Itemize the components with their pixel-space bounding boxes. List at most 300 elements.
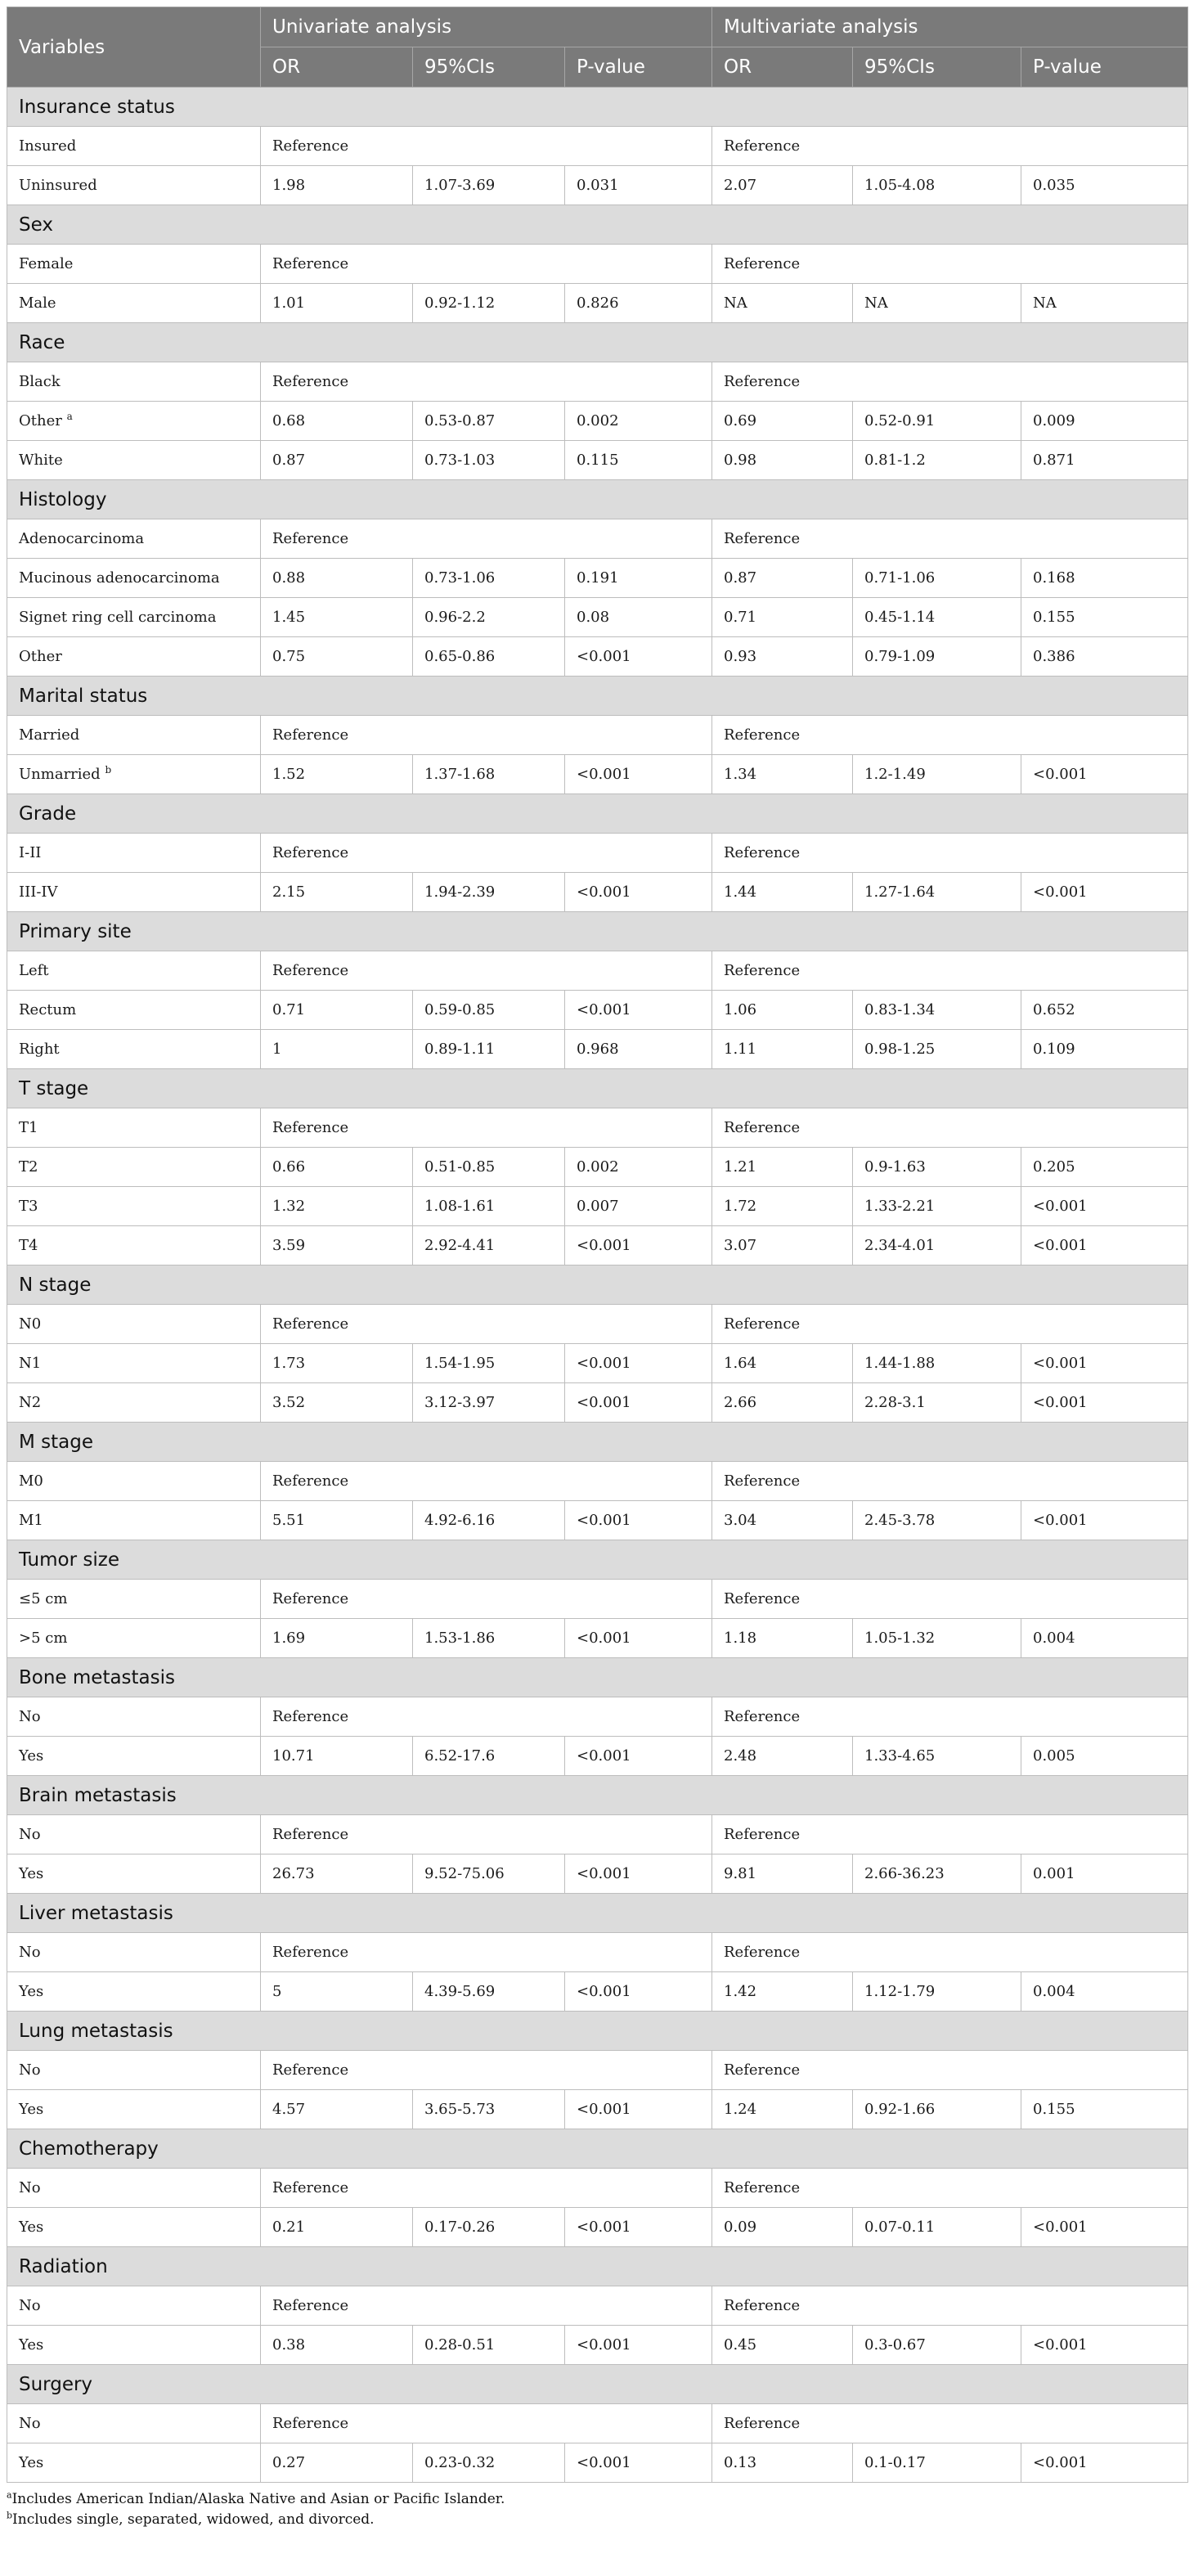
multivariate-p-cell: <0.001: [1021, 755, 1188, 794]
row-label: Female: [19, 255, 74, 272]
table-body: [7, 88, 1188, 2483]
row-label: Black: [19, 373, 61, 390]
multivariate-reference-cell: Reference: [712, 2286, 1188, 2326]
univariate-reference-cell: Reference: [261, 127, 712, 166]
univariate-p-cell: <0.001: [565, 2326, 712, 2365]
multivariate-or-cell: 1.06: [712, 991, 853, 1030]
row-label-cell: [7, 441, 261, 480]
regression-table-container: [7, 7, 1187, 2530]
multivariate-or-cell: 1.18: [712, 1619, 853, 1658]
row-label-cell: [7, 2051, 261, 2090]
row-label: M1: [19, 1512, 43, 1529]
univariate-or-cell: 3.59: [261, 1226, 413, 1266]
univariate-or-cell: 5: [261, 1972, 413, 2012]
section-header-row: [7, 2129, 1188, 2169]
table-row: [7, 1815, 1188, 1854]
row-label-cell: [7, 519, 261, 559]
multivariate-or-cell: 0.45: [712, 2326, 853, 2365]
multivariate-reference-cell: Reference: [712, 1462, 1188, 1501]
univariate-reference-cell: Reference: [261, 2051, 712, 2090]
univariate-p-cell: 0.031: [565, 166, 712, 205]
row-label: No: [19, 1708, 41, 1725]
multivariate-reference-cell: Reference: [712, 519, 1188, 559]
multivariate-or-cell: 0.87: [712, 559, 853, 598]
row-label: No: [19, 2061, 41, 2079]
univariate-ci-cell: 0.28-0.51: [413, 2326, 565, 2365]
row-label-cell: [7, 1580, 261, 1619]
table-row: [7, 1226, 1188, 1266]
section-header-row: [7, 1894, 1188, 1933]
multivariate-or-cell: 2.66: [712, 1383, 853, 1423]
multivariate-ci-cell: 0.1-0.17: [853, 2443, 1021, 2483]
multivariate-ci-cell: 0.45-1.14: [853, 598, 1021, 637]
row-label: Yes: [19, 1865, 44, 1882]
row-label-cell: [7, 2443, 261, 2483]
row-label: Yes: [19, 1747, 44, 1765]
univariate-ci-cell: 0.59-0.85: [413, 991, 565, 1030]
univariate-or-cell: 26.73: [261, 1854, 413, 1894]
table-row: [7, 991, 1188, 1030]
header-multivariate-p: P-value: [1021, 47, 1188, 88]
univariate-or-cell: 1.01: [261, 284, 413, 323]
row-label-cell: [7, 559, 261, 598]
multivariate-p-cell: 0.155: [1021, 598, 1188, 637]
row-label-cell: [7, 951, 261, 991]
univariate-p-cell: <0.001: [565, 1344, 712, 1383]
univariate-reference-cell: Reference: [261, 2286, 712, 2326]
multivariate-p-cell: <0.001: [1021, 2326, 1188, 2365]
univariate-reference-cell: Reference: [261, 716, 712, 755]
table-header: [7, 7, 1188, 88]
row-label: T4: [19, 1237, 38, 1254]
section-title: Bone metastasis: [7, 1658, 1188, 1697]
table-row: [7, 873, 1188, 912]
univariate-ci-cell: 0.65-0.86: [413, 637, 565, 677]
univariate-ci-cell: 0.51-0.85: [413, 1148, 565, 1187]
multivariate-reference-cell: Reference: [712, 834, 1188, 873]
multivariate-or-cell: 0.09: [712, 2208, 853, 2247]
row-label: Mucinous adenocarcinoma: [19, 569, 220, 587]
univariate-or-cell: 5.51: [261, 1501, 413, 1540]
row-label: Yes: [19, 2336, 44, 2353]
row-label: N0: [19, 1315, 42, 1333]
univariate-p-cell: 0.968: [565, 1030, 712, 1069]
univariate-or-cell: 1.73: [261, 1344, 413, 1383]
section-title: Chemotherapy: [7, 2129, 1188, 2169]
row-label-cell: [7, 834, 261, 873]
multivariate-reference-cell: Reference: [712, 362, 1188, 402]
multivariate-or-cell: 3.07: [712, 1226, 853, 1266]
univariate-p-cell: <0.001: [565, 1737, 712, 1776]
univariate-or-cell: 3.52: [261, 1383, 413, 1423]
univariate-ci-cell: 0.17-0.26: [413, 2208, 565, 2247]
row-label-cell: [7, 1148, 261, 1187]
row-label: III-IV: [19, 883, 58, 901]
row-label: Married: [19, 726, 80, 744]
table-row: [7, 1187, 1188, 1226]
section-title: Sex: [7, 205, 1188, 245]
table-row: [7, 1501, 1188, 1540]
row-label-cell: [7, 637, 261, 677]
multivariate-p-cell: 0.005: [1021, 1737, 1188, 1776]
section-header-row: [7, 1423, 1188, 1462]
univariate-reference-cell: Reference: [261, 1462, 712, 1501]
section-header-row: [7, 1266, 1188, 1305]
multivariate-ci-cell: 0.98-1.25: [853, 1030, 1021, 1069]
row-label-cell: [7, 1108, 261, 1148]
univariate-ci-cell: 1.07-3.69: [413, 166, 565, 205]
multivariate-p-cell: 0.205: [1021, 1148, 1188, 1187]
row-label-cell: [7, 362, 261, 402]
univariate-or-cell: 0.27: [261, 2443, 413, 2483]
multivariate-ci-cell: 1.33-2.21: [853, 1187, 1021, 1226]
table-row: [7, 1972, 1188, 2012]
row-label-cell: [7, 1933, 261, 1972]
multivariate-ci-cell: 0.71-1.06: [853, 559, 1021, 598]
section-header-row: [7, 480, 1188, 519]
univariate-or-cell: 1.69: [261, 1619, 413, 1658]
table-row: [7, 834, 1188, 873]
univariate-ci-cell: 1.37-1.68: [413, 755, 565, 794]
multivariate-or-cell: 3.04: [712, 1501, 853, 1540]
multivariate-or-cell: 0.71: [712, 598, 853, 637]
multivariate-ci-cell: 1.2-1.49: [853, 755, 1021, 794]
section-header-row: [7, 1658, 1188, 1697]
row-label-cell: [7, 166, 261, 205]
univariate-ci-cell: 0.73-1.03: [413, 441, 565, 480]
univariate-or-cell: 1.32: [261, 1187, 413, 1226]
multivariate-ci-cell: 2.28-3.1: [853, 1383, 1021, 1423]
row-label: T1: [19, 1119, 38, 1136]
table-row: [7, 362, 1188, 402]
univariate-ci-cell: 0.92-1.12: [413, 284, 565, 323]
footnote-mark: b: [7, 2510, 13, 2521]
univariate-or-cell: 1: [261, 1030, 413, 1069]
multivariate-reference-cell: Reference: [712, 2404, 1188, 2443]
row-label: M0: [19, 1472, 43, 1490]
multivariate-reference-cell: Reference: [712, 716, 1188, 755]
multivariate-ci-cell: 0.3-0.67: [853, 2326, 1021, 2365]
multivariate-reference-cell: Reference: [712, 1933, 1188, 1972]
multivariate-or-cell: NA: [712, 284, 853, 323]
row-label-cell: [7, 873, 261, 912]
multivariate-p-cell: NA: [1021, 284, 1188, 323]
table-row: [7, 441, 1188, 480]
header-multivariate-or: OR: [712, 47, 853, 88]
row-label-cell: [7, 2090, 261, 2129]
table-row: [7, 598, 1188, 637]
section-title: Surgery: [7, 2365, 1188, 2404]
univariate-p-cell: 0.007: [565, 1187, 712, 1226]
section-title: Insurance status: [7, 88, 1188, 127]
header-multivariate-ci: 95%CIs: [853, 47, 1021, 88]
section-header-row: [7, 912, 1188, 951]
univariate-ci-cell: 4.39-5.69: [413, 1972, 565, 2012]
table-row: [7, 716, 1188, 755]
header-multivariate: Multivariate analysis: [712, 7, 1188, 47]
section-header-row: [7, 2012, 1188, 2051]
multivariate-p-cell: <0.001: [1021, 1383, 1188, 1423]
row-label-cell: [7, 284, 261, 323]
multivariate-reference-cell: Reference: [712, 1305, 1188, 1344]
table-row: [7, 519, 1188, 559]
table-row: [7, 402, 1188, 441]
univariate-or-cell: 0.66: [261, 1148, 413, 1187]
row-label-cell: [7, 127, 261, 166]
multivariate-p-cell: 0.168: [1021, 559, 1188, 598]
section-header-row: [7, 323, 1188, 362]
table-row: [7, 637, 1188, 677]
row-label-cell: [7, 245, 261, 284]
univariate-or-cell: 1.45: [261, 598, 413, 637]
multivariate-ci-cell: 0.83-1.34: [853, 991, 1021, 1030]
table-row: [7, 1108, 1188, 1148]
table-row: [7, 284, 1188, 323]
univariate-or-cell: 0.88: [261, 559, 413, 598]
row-label-cell: [7, 1619, 261, 1658]
row-label: Other: [19, 412, 62, 429]
univariate-or-cell: 0.21: [261, 2208, 413, 2247]
univariate-reference-cell: Reference: [261, 1580, 712, 1619]
table-row: [7, 1697, 1188, 1737]
section-title: Histology: [7, 480, 1188, 519]
multivariate-ci-cell: 1.27-1.64: [853, 873, 1021, 912]
footnotes: [7, 2489, 1187, 2530]
multivariate-p-cell: 0.652: [1021, 991, 1188, 1030]
table-row: [7, 755, 1188, 794]
multivariate-reference-cell: Reference: [712, 127, 1188, 166]
row-label: No: [19, 1944, 41, 1961]
table-row: [7, 1305, 1188, 1344]
multivariate-reference-cell: Reference: [712, 1697, 1188, 1737]
multivariate-p-cell: 0.109: [1021, 1030, 1188, 1069]
univariate-p-cell: <0.001: [565, 2443, 712, 2483]
multivariate-or-cell: 0.98: [712, 441, 853, 480]
section-title: Marital status: [7, 677, 1188, 716]
table-row: [7, 2051, 1188, 2090]
univariate-reference-cell: Reference: [261, 362, 712, 402]
row-label: Insured: [19, 137, 77, 155]
row-label: Uninsured: [19, 177, 97, 194]
row-label: White: [19, 452, 63, 469]
multivariate-or-cell: 1.24: [712, 2090, 853, 2129]
table-row: [7, 1933, 1188, 1972]
row-label-cell: [7, 1501, 261, 1540]
multivariate-p-cell: <0.001: [1021, 2443, 1188, 2483]
multivariate-p-cell: 0.155: [1021, 2090, 1188, 2129]
multivariate-ci-cell: 0.52-0.91: [853, 402, 1021, 441]
univariate-reference-cell: Reference: [261, 951, 712, 991]
univariate-p-cell: 0.002: [565, 1148, 712, 1187]
table-row: [7, 2090, 1188, 2129]
section-header-row: [7, 2365, 1188, 2404]
row-label-cell: [7, 402, 261, 441]
row-label-cell: [7, 1030, 261, 1069]
univariate-p-cell: <0.001: [565, 2208, 712, 2247]
univariate-ci-cell: 0.89-1.11: [413, 1030, 565, 1069]
row-label: Yes: [19, 2454, 44, 2471]
univariate-ci-cell: 1.94-2.39: [413, 873, 565, 912]
multivariate-reference-cell: Reference: [712, 1580, 1188, 1619]
section-title: Liver metastasis: [7, 1894, 1188, 1933]
table-row: [7, 127, 1188, 166]
multivariate-p-cell: 0.035: [1021, 166, 1188, 205]
univariate-p-cell: 0.08: [565, 598, 712, 637]
multivariate-or-cell: 1.64: [712, 1344, 853, 1383]
univariate-reference-cell: Reference: [261, 1697, 712, 1737]
multivariate-ci-cell: 2.66-36.23: [853, 1854, 1021, 1894]
multivariate-p-cell: 0.009: [1021, 402, 1188, 441]
univariate-or-cell: 1.52: [261, 755, 413, 794]
multivariate-ci-cell: 1.44-1.88: [853, 1344, 1021, 1383]
table-row: [7, 559, 1188, 598]
row-label: Right: [19, 1041, 60, 1058]
row-label-cell: [7, 2208, 261, 2247]
univariate-p-cell: <0.001: [565, 1383, 712, 1423]
row-label: >5 cm: [19, 1630, 68, 1647]
univariate-ci-cell: 0.53-0.87: [413, 402, 565, 441]
multivariate-or-cell: 9.81: [712, 1854, 853, 1894]
multivariate-ci-cell: 0.81-1.2: [853, 441, 1021, 480]
row-label: N1: [19, 1355, 42, 1372]
table-row: [7, 2169, 1188, 2208]
section-header-row: [7, 677, 1188, 716]
univariate-or-cell: 4.57: [261, 2090, 413, 2129]
multivariate-or-cell: 0.13: [712, 2443, 853, 2483]
univariate-ci-cell: 0.23-0.32: [413, 2443, 565, 2483]
multivariate-or-cell: 0.69: [712, 402, 853, 441]
row-label: Yes: [19, 2101, 44, 2118]
row-label: Male: [19, 294, 56, 312]
table-row: [7, 1148, 1188, 1187]
multivariate-p-cell: 0.001: [1021, 1854, 1188, 1894]
footnote-marker: b: [105, 764, 112, 775]
section-header-row: [7, 794, 1188, 834]
row-label: Yes: [19, 2219, 44, 2236]
multivariate-p-cell: <0.001: [1021, 1344, 1188, 1383]
multivariate-ci-cell: 2.45-3.78: [853, 1501, 1021, 1540]
footnote-text: Includes American Indian/Alaska Native and Asian or Pacific Islander.: [11, 2491, 505, 2507]
footnote-text: Includes single, separated, widowed, and divorced.: [12, 2511, 375, 2528]
multivariate-ci-cell: 0.07-0.11: [853, 2208, 1021, 2247]
table-row: [7, 2404, 1188, 2443]
multivariate-or-cell: 1.34: [712, 755, 853, 794]
univariate-reference-cell: Reference: [261, 1933, 712, 1972]
row-label-cell: [7, 1226, 261, 1266]
row-label-cell: [7, 598, 261, 637]
table-row: [7, 1383, 1188, 1423]
row-label-cell: [7, 1815, 261, 1854]
table-row: [7, 1854, 1188, 1894]
row-label: No: [19, 2179, 41, 2196]
univariate-p-cell: <0.001: [565, 637, 712, 677]
univariate-or-cell: 2.15: [261, 873, 413, 912]
table-row: [7, 2208, 1188, 2247]
univariate-p-cell: <0.001: [565, 1854, 712, 1894]
section-header-row: [7, 205, 1188, 245]
row-label: ≤5 cm: [19, 1590, 68, 1607]
multivariate-ci-cell: 1.05-1.32: [853, 1619, 1021, 1658]
multivariate-or-cell: 1.72: [712, 1187, 853, 1226]
univariate-reference-cell: Reference: [261, 519, 712, 559]
row-label-cell: [7, 1305, 261, 1344]
table-row: [7, 1619, 1188, 1658]
univariate-ci-cell: 0.96-2.2: [413, 598, 565, 637]
multivariate-reference-cell: Reference: [712, 2051, 1188, 2090]
row-label: I-II: [19, 844, 42, 861]
univariate-ci-cell: 9.52-75.06: [413, 1854, 565, 1894]
univariate-p-cell: 0.115: [565, 441, 712, 480]
univariate-p-cell: <0.001: [565, 1619, 712, 1658]
multivariate-p-cell: 0.386: [1021, 637, 1188, 677]
row-label-cell: [7, 1383, 261, 1423]
multivariate-p-cell: <0.001: [1021, 1187, 1188, 1226]
row-label: Other: [19, 648, 62, 665]
multivariate-ci-cell: 1.12-1.79: [853, 1972, 1021, 2012]
row-label: N2: [19, 1394, 42, 1411]
row-label-cell: [7, 1854, 261, 1894]
univariate-p-cell: 0.826: [565, 284, 712, 323]
multivariate-reference-cell: Reference: [712, 245, 1188, 284]
table-row: [7, 1462, 1188, 1501]
univariate-or-cell: 0.75: [261, 637, 413, 677]
section-title: Radiation: [7, 2247, 1188, 2286]
regression-table: [7, 7, 1188, 2483]
multivariate-reference-cell: Reference: [712, 1108, 1188, 1148]
table-row: [7, 1344, 1188, 1383]
univariate-p-cell: <0.001: [565, 873, 712, 912]
multivariate-p-cell: 0.004: [1021, 1972, 1188, 2012]
univariate-reference-cell: Reference: [261, 1108, 712, 1148]
univariate-reference-cell: Reference: [261, 2404, 712, 2443]
univariate-ci-cell: 1.08-1.61: [413, 1187, 565, 1226]
table-row: [7, 245, 1188, 284]
row-label: T3: [19, 1198, 38, 1215]
univariate-reference-cell: Reference: [261, 2169, 712, 2208]
section-title: M stage: [7, 1423, 1188, 1462]
table-row: [7, 166, 1188, 205]
table-row: [7, 951, 1188, 991]
univariate-or-cell: 10.71: [261, 1737, 413, 1776]
row-label-cell: [7, 2404, 261, 2443]
row-label-cell: [7, 1187, 261, 1226]
multivariate-ci-cell: 1.05-4.08: [853, 166, 1021, 205]
univariate-p-cell: <0.001: [565, 1972, 712, 2012]
univariate-p-cell: <0.001: [565, 991, 712, 1030]
section-header-row: [7, 2247, 1188, 2286]
footnote-mark: a: [7, 2489, 12, 2501]
univariate-reference-cell: Reference: [261, 245, 712, 284]
univariate-p-cell: <0.001: [565, 1501, 712, 1540]
section-title: Race: [7, 323, 1188, 362]
multivariate-or-cell: 1.44: [712, 873, 853, 912]
multivariate-or-cell: 1.11: [712, 1030, 853, 1069]
univariate-ci-cell: 0.73-1.06: [413, 559, 565, 598]
section-header-row: [7, 1069, 1188, 1108]
row-label: No: [19, 2297, 41, 2314]
multivariate-p-cell: 0.004: [1021, 1619, 1188, 1658]
univariate-or-cell: 1.98: [261, 166, 413, 205]
multivariate-reference-cell: Reference: [712, 1815, 1188, 1854]
univariate-p-cell: <0.001: [565, 1226, 712, 1266]
multivariate-p-cell: <0.001: [1021, 2208, 1188, 2247]
row-label-cell: [7, 1972, 261, 2012]
header-variables: Variables: [7, 7, 261, 88]
header-univariate-p: P-value: [565, 47, 712, 88]
row-label: T2: [19, 1158, 38, 1176]
multivariate-ci-cell: 0.9-1.63: [853, 1148, 1021, 1187]
univariate-reference-cell: Reference: [261, 1815, 712, 1854]
